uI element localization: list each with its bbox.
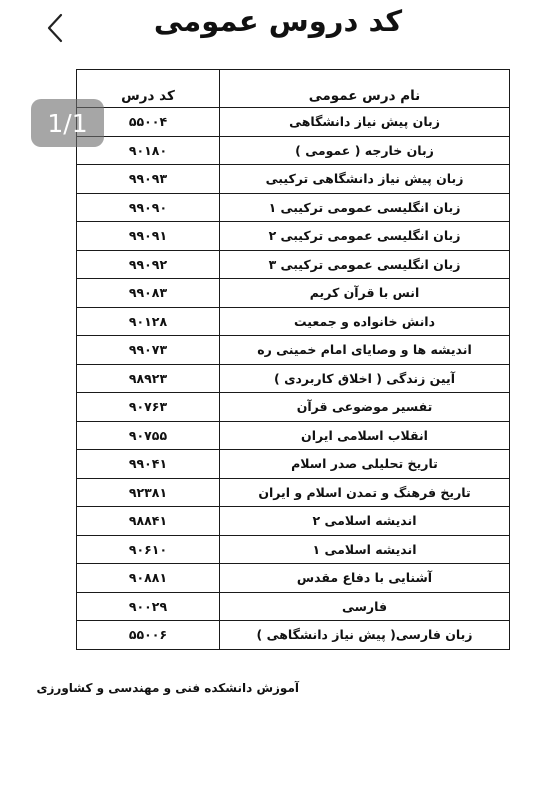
course-code-cell: ۹۹۰۸۳ xyxy=(77,279,220,308)
course-name-cell: زبان فارسی( پیش نیاز دانشگاهی ) xyxy=(220,621,510,650)
course-name-cell: دانش خانواده و جمعیت xyxy=(220,307,510,336)
course-code-cell: ۹۹۰۴۱ xyxy=(77,450,220,479)
table-row xyxy=(77,279,510,308)
table-row xyxy=(77,108,510,137)
table-row xyxy=(77,393,510,422)
table-row xyxy=(77,621,510,650)
course-name-cell: زبان خارجه ( عمومی ) xyxy=(220,136,510,165)
course-name-cell: تفسیر موضوعی قرآن xyxy=(220,393,510,422)
table-row xyxy=(77,507,510,536)
course-code-cell: ۹۰۰۲۹ xyxy=(77,592,220,621)
course-name-cell: تاریخ تحلیلی صدر اسلام xyxy=(220,450,510,479)
course-code-cell: ۵۵۰۰۶ xyxy=(77,621,220,650)
course-name-cell: زبان پیش نیاز دانشگاهی xyxy=(220,108,510,137)
course-name-cell: زبان انگلیسی عمومی ترکیبی ۳ xyxy=(220,250,510,279)
course-code-cell: ۹۹۰۹۱ xyxy=(77,222,220,251)
header-course-code: کد درس xyxy=(77,70,220,108)
course-code-cell: ۹۰۷۶۳ xyxy=(77,393,220,422)
header-course-name: نام درس عمومی xyxy=(220,70,510,108)
table-row xyxy=(77,478,510,507)
course-code-cell: ۵۵۰۰۴ xyxy=(77,108,220,137)
table-row xyxy=(77,250,510,279)
course-name-cell: آشنایی با دفاع مقدس xyxy=(220,564,510,593)
course-code-cell: ۹۸۸۴۱ xyxy=(77,507,220,536)
page-title: کد دروس عمومی xyxy=(153,4,403,38)
course-code-cell: ۹۰۱۸۰ xyxy=(77,136,220,165)
course-name-cell: تاریخ فرهنگ و تمدن اسلام و ایران xyxy=(220,478,510,507)
table-header-row xyxy=(77,70,510,108)
course-name-cell: اندیشه ها و وصایای امام خمینی ره xyxy=(220,336,510,365)
table-row xyxy=(77,535,510,564)
course-name-cell: فارسی xyxy=(220,592,510,621)
course-code-cell: ۹۰۱۲۸ xyxy=(77,307,220,336)
table-row xyxy=(77,592,510,621)
course-code-cell: ۹۲۳۸۱ xyxy=(77,478,220,507)
course-code-cell: ۹۰۸۸۱ xyxy=(77,564,220,593)
table-row xyxy=(77,564,510,593)
table-row xyxy=(77,307,510,336)
course-code-cell: ۹۹۰۹۰ xyxy=(77,193,220,222)
table-row xyxy=(77,336,510,365)
table-row xyxy=(77,364,510,393)
course-code-table xyxy=(76,69,510,650)
footer-note: آموزش دانشکده فنی و مهندسی و کشاورزی xyxy=(36,681,299,695)
table-row xyxy=(77,421,510,450)
course-name-cell: انقلاب اسلامی ایران xyxy=(220,421,510,450)
course-code-cell: ۹۹۰۹۲ xyxy=(77,250,220,279)
course-name-cell: زبان انگلیسی عمومی ترکیبی ۲ xyxy=(220,222,510,251)
table-row xyxy=(77,222,510,251)
course-code-cell: ۹۹۰۷۳ xyxy=(77,336,220,365)
course-name-cell: اندیشه اسلامی ۱ xyxy=(220,535,510,564)
course-name-cell: زبان پیش نیاز دانشگاهی ترکیبی xyxy=(220,165,510,194)
course-name-cell: اندیشه اسلامی ۲ xyxy=(220,507,510,536)
course-code-cell: ۹۰۷۵۵ xyxy=(77,421,220,450)
course-name-cell: انس با قرآن کریم xyxy=(220,279,510,308)
course-code-cell: ۹۹۰۹۳ xyxy=(77,165,220,194)
course-code-cell: ۹۰۶۱۰ xyxy=(77,535,220,564)
course-name-cell: زبان انگلیسی عمومی ترکیبی ۱ xyxy=(220,193,510,222)
table-row xyxy=(77,450,510,479)
table-row xyxy=(77,165,510,194)
table-row xyxy=(77,193,510,222)
table-row xyxy=(77,136,510,165)
page-indicator: 1/1 xyxy=(31,99,104,147)
course-name-cell: آیین زندگی ( اخلاق کاربردی ) xyxy=(220,364,510,393)
course-code-cell: ۹۸۹۲۳ xyxy=(77,364,220,393)
